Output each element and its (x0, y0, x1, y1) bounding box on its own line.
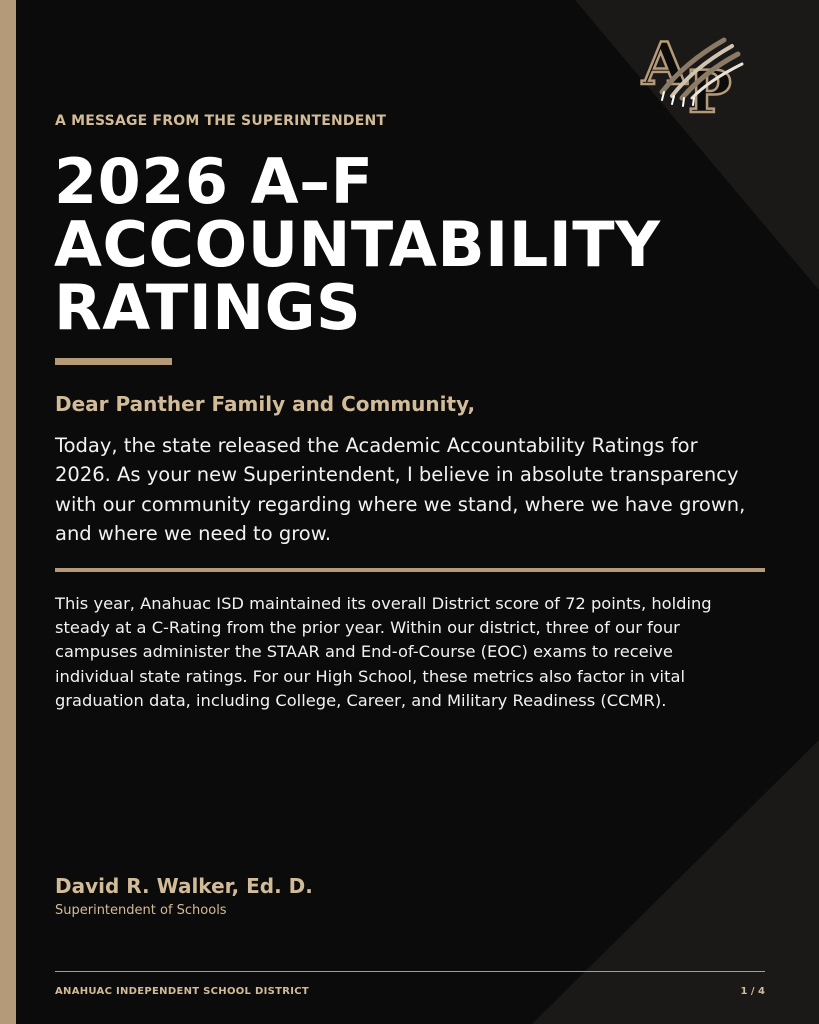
footer-organization: ANAHUAC INDEPENDENT SCHOOL DISTRICT (55, 986, 310, 997)
logo-letter-a: A (642, 30, 688, 98)
panther-claw-ap-logo-icon (640, 26, 754, 118)
section-divider (55, 568, 765, 572)
title-line: ACCOUNTABILITY (54, 208, 661, 281)
title-line: 2026 A–F (54, 145, 374, 218)
signature-name: David R. Walker, Ed. D. (55, 874, 313, 898)
intro-paragraph: Today, the state released the Academic Accountability Ratings for 2026. As your new Superintendent, I believe in absolute transparency with our community regarding where we stand, where we have grown, and where we need to grow. (55, 434, 746, 545)
title-line: RATINGS (54, 271, 362, 344)
title-underline (55, 358, 172, 365)
body-paragraph: This year, Anahuac ISD maintained its overall District score of 72 points, holding steady at a C-Rating from the prior year. Within our district, three of our four campuses administer the STAAR and End-of-Course (EOC) exams to receive individual state ratings. For our High School, these metrics also factor in vital graduation data, including College, Career, and Military Readiness (CCMR). (55, 594, 712, 710)
letter-greeting: Dear Panther Family and Community, (55, 392, 476, 416)
signature-role: Superintendent of Schools (55, 903, 227, 918)
logo-letter-p: P (688, 58, 732, 118)
left-accent-bar (0, 0, 16, 1024)
page-title (54, 145, 774, 344)
eyebrow-label: A MESSAGE FROM THE SUPERINTENDENT (55, 113, 387, 129)
page-indicator: 1 / 4 (740, 986, 765, 997)
footer-divider (55, 971, 765, 972)
